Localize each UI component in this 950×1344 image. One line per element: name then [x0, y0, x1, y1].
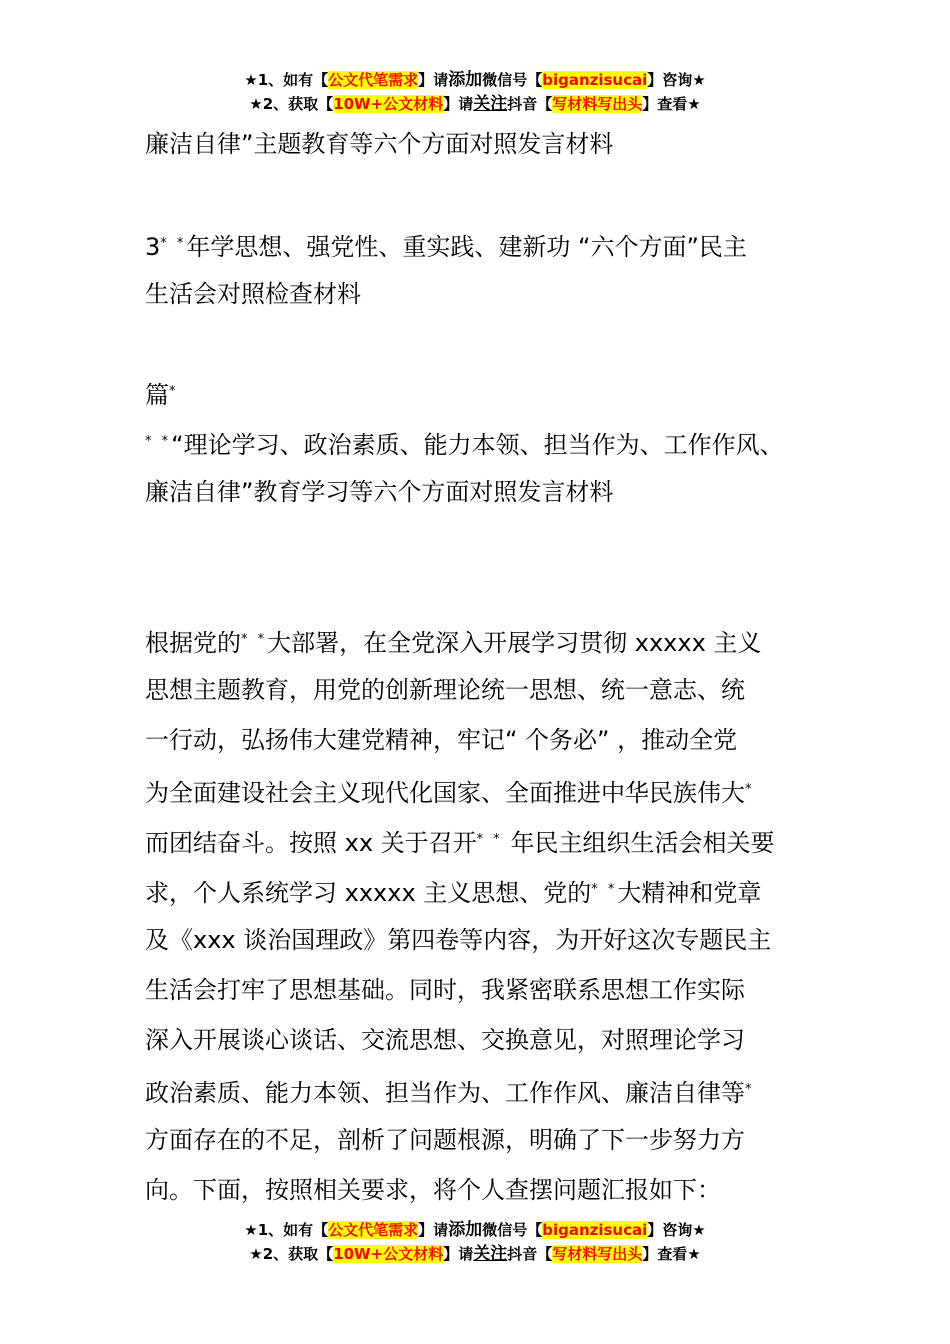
doc-text: 根据党的 [145, 629, 241, 657]
asterisk-mark: * * [476, 832, 503, 847]
banner-text: 】查看★ [642, 95, 701, 113]
banner-text: 抖音【 [507, 1245, 553, 1263]
asterisk-mark: * * [145, 434, 172, 449]
banner-text: 】查看★ [642, 1245, 701, 1263]
banner-highlight: 写材料写出头 [552, 1245, 643, 1263]
doc-text: 年学思想、强党性、重实践、建新功 “六个方面”民主 [186, 233, 747, 261]
doc-line [145, 620, 761, 660]
banner-text: 】请 [418, 71, 449, 89]
doc-line: 向。下面，按照相关要求，将个人查摆问题汇报如下： [145, 1176, 721, 1204]
asterisk-mark: * * [591, 882, 618, 897]
asterisk-mark: * [745, 1082, 755, 1097]
doc-line [145, 422, 784, 462]
doc-line: 生活会对照检查材料 [145, 280, 361, 308]
doc-line [145, 870, 761, 910]
banner-bold: 添加 [448, 1220, 483, 1240]
doc-line [145, 224, 747, 264]
doc-text: 而团结奋斗。按照 xx 关于召开 [145, 829, 477, 857]
banner-line-1 [0, 68, 950, 92]
doc-text: 大部署，在全党深入开展学习贯彻 xxxxx 主义 [267, 629, 762, 657]
banner-text: ★1、如有【 [244, 71, 329, 89]
asterisk-mark: * * [241, 632, 268, 647]
doc-text: 篇 [145, 381, 169, 409]
doc-line: 廉洁自律”主题教育等六个方面对照发言材料 [145, 130, 614, 158]
doc-line [145, 1070, 755, 1110]
asterisk-mark: * [169, 384, 179, 399]
doc-line: 廉洁自律”教育学习等六个方面对照发言材料 [145, 478, 614, 506]
asterisk-mark: * [745, 782, 755, 797]
doc-text: 大精神和党章 [617, 879, 762, 907]
banner-bold: 关注 [473, 94, 508, 114]
doc-text: 年民主组织生活会相关要 [502, 829, 775, 857]
doc-text: 求，个人系统学习 xxxxx 主义思想、党的 [145, 879, 592, 907]
banner-text: 】请 [443, 1245, 474, 1263]
banner-bold: 添加 [448, 70, 483, 90]
doc-line: 及《xxx 谈治国理政》第四卷等内容，为开好这次专题民主 [145, 926, 772, 954]
doc-text: 为全面建设社会主义现代化国家、全面推进中华民族伟大 [145, 779, 745, 807]
doc-line: 生活会打牢了思想基础。同时，我紧密联系思想工作实际 [145, 976, 745, 1004]
banner-text: 】请 [418, 1221, 449, 1239]
doc-text: “理论学习、政治素质、能力本领、担当作为、工作作风、 [171, 431, 784, 459]
doc-line: 思想主题教育，用党的创新理论统一思想、统一意志、统 [145, 676, 745, 704]
banner-highlight: 公文代笔需求 [328, 71, 419, 89]
banner-text: 微信号【 [482, 1221, 543, 1239]
banner-highlight: 公文代笔需求 [328, 1221, 419, 1239]
banner-highlight: 10W+公文材料 [333, 95, 444, 113]
doc-text: 3 [145, 233, 161, 261]
banner-text: 】请 [443, 95, 474, 113]
doc-line: 一行动，弘扬伟大建党精神，牢记“ 个务必” ，推动全党 [145, 726, 738, 754]
banner-text: 抖音【 [507, 95, 553, 113]
banner-bold: 关注 [473, 1244, 508, 1264]
banner-text: 】咨询★ [647, 71, 706, 89]
banner-line-2 [0, 1242, 950, 1266]
banner-text: ★1、如有【 [244, 1221, 329, 1239]
banner-highlight: 写材料写出头 [552, 95, 643, 113]
banner-highlight: biganzisucai [542, 1221, 648, 1239]
bottom-banner [0, 1218, 950, 1266]
doc-line: 深入开展谈心谈话、交流思想、交换意见，对照理论学习 [145, 1026, 745, 1054]
doc-line: 方面存在的不足，剖析了问题根源，明确了下一步努力方 [145, 1126, 745, 1154]
banner-text: 微信号【 [482, 71, 543, 89]
doc-text: 政治素质、能力本领、担当作为、工作作风、廉洁自律等 [145, 1079, 745, 1107]
top-banner [0, 68, 950, 116]
banner-line-2 [0, 92, 950, 116]
doc-line [145, 820, 774, 860]
banner-text: ★2、获取【 [249, 95, 334, 113]
banner-highlight: 10W+公文材料 [333, 1245, 444, 1263]
doc-line [145, 372, 179, 412]
doc-line [145, 770, 755, 810]
banner-text: ★2、获取【 [249, 1245, 334, 1263]
asterisk-mark: * * [160, 236, 187, 251]
banner-line-1 [0, 1218, 950, 1242]
banner-highlight: biganzisucai [542, 71, 648, 89]
banner-text: 】咨询★ [647, 1221, 706, 1239]
